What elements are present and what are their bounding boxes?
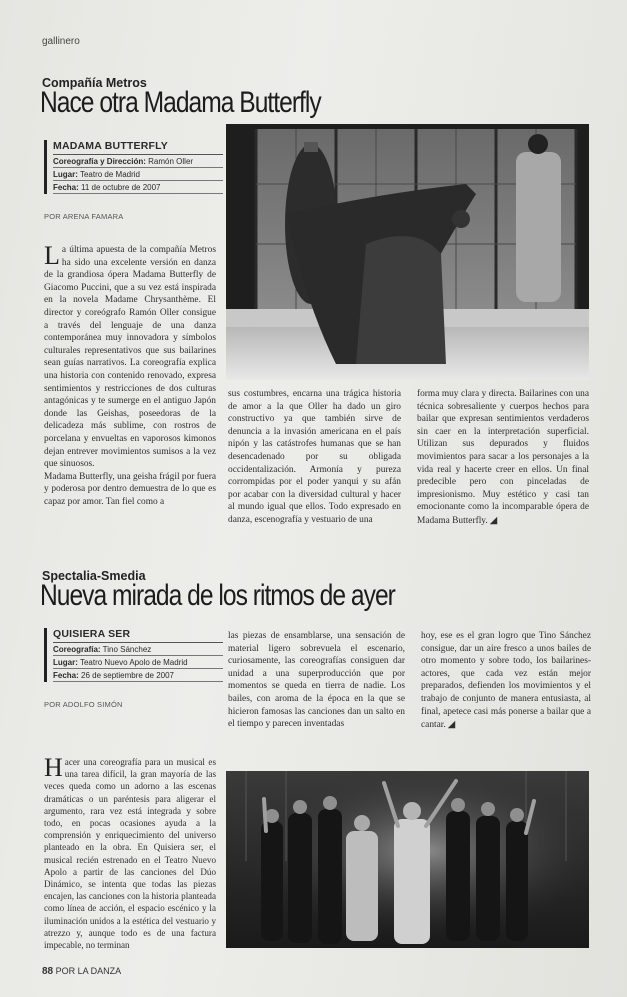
article2-choreo-row: Coreografía: Tino Sánchez xyxy=(53,643,223,656)
article1-byline: POR ARENA FAMARA xyxy=(44,212,124,221)
article2-column-3 xyxy=(421,630,591,766)
article1-date-row: Fecha: 11 de octubre de 2007 xyxy=(53,181,223,194)
article2-info-box xyxy=(44,628,223,682)
article2-show-name: QUISIERA SER xyxy=(53,628,223,643)
article1-column-1 xyxy=(44,241,216,508)
page-number: 88 xyxy=(42,966,54,977)
article1-kicker: Compañía Metros xyxy=(42,76,147,90)
article1-column-2: sus costumbres, encarna una trágica historia de amor a la que Oller ha dado un giro constructivo ya que también sirve de denuncia a la invasión americana en el país nipón y las catástrofes humanas que se han desencadenado por su obligada occidentalización. Armonía y pureza corrompidas por el poder yanqui y su afán por acabar con la diversidad cultural y hacer al mundo igual que ellos. Todo expresado en danza, escenografía y vestuario de una xyxy=(228,389,401,525)
article2-col1-text: acer una coreografía para un musical es una tarea difícil, la gran mayoría de las veces queda como un adorno a las escenas dramáticas o un paréntesis para aligerar el argumento, rara vez está integrada y sobre todo, en pocas ocasiones ayuda a la comprensión y enriquecimiento del universo planteado en la obra. En Quisiera ser, el musical recién estrenado en el Teatro Nuevo Apolo a partir de las canciones del Dúo Dinámico, se intenta que todas las piezas encajen, las canciones con la historia planteada como línea de acción, el espacio escénico y la iluminación unidos a la estética del vestuario y atrezzo y, aunque todo es de una factura impecable, no terminan xyxy=(44,757,216,951)
article1-show-name: MADAMA BUTTERFLY xyxy=(53,140,223,155)
article1-col1-text: a última apuesta de la compañía Metros ha sido una excelente versión en danza de la grandiosa ópera Madama Butterfly de Giacomo Puccini, que a su vez está inspirada en la novela Madame Chrysanthème. El director y coreógrafo Ramón Oller consigue a través del lenguaje de una danza contemporánea muy innovadora y símbolos culturales representativos que sus bailarines sean guías narrativos. La coreografía explica una historia con contenido renovado, expresa sentimientos y restricciones de dos culturas antagónicas y te sumerge en el antiguo Japón donde las Geishas, poseedoras de la delicadeza más sublime, con rostros de porcelana y envueltas en vaporosos kimonos dejan entrever movimientos sumisos a la vez que sinuosos. xyxy=(44,245,216,470)
end-mark-icon: ◢ xyxy=(490,514,497,525)
article1-title: Nace otra Madama Butterfly xyxy=(40,86,321,119)
article2-kicker: Spectalia-Smedia xyxy=(42,569,146,583)
page-footer xyxy=(42,966,121,977)
article1-dropcap: L xyxy=(44,241,60,270)
stage-photo-illustration xyxy=(226,771,589,948)
article2-column-1 xyxy=(44,753,216,956)
stage-photo-illustration xyxy=(226,124,589,380)
article2-col3-text: hoy, ese es el gran logro que Tino Sánchez consigue, dar un aire fresco a unos bailes de otro momento y sobre todo, los bailarines-actores, que cada vez están mejor preparados, defienden los movimientos y el trabajo de conjunto de manera entusiasta, al final, apetece casi más ponerse a bailar que a cantar. xyxy=(421,631,591,731)
article2-stage-photo xyxy=(226,771,589,948)
magazine-name: POR LA DANZA xyxy=(55,966,122,976)
article2-date-row: Fecha: 26 de septiembre de 2007 xyxy=(53,669,223,682)
article1-info-box xyxy=(44,140,223,194)
article1-col3-text: forma muy clara y directa. Bailarines con una técnica sobresaliente y cuerpos hechos para bailar que expresan sentimientos verdaderos sin caer en la interpretación superficial. Utilizan sus depurados y fluidos movimientos para sacar a los personajes a la vida real y hacerte creer en ellos. Un final predecible pero con pinceladas de impresionismo. Muy estético y casi tan emocionante como la incomparable ópera de Madama Butterfly. xyxy=(417,389,589,526)
article1-column-3 xyxy=(417,388,589,540)
article2-dropcap: H xyxy=(44,753,63,782)
article2-title: Nueva mirada de los ritmos de ayer xyxy=(40,579,395,612)
article1-place-row: Lugar: Teatro de Madrid xyxy=(53,168,223,181)
article1-col1b-text: Madama Butterfly, una geisha frágil por fuera y poderosa por dentro demuestra de lo que es capaz por amor. Tan fiel como a xyxy=(44,471,216,507)
article2-byline: POR ADOLFO SIMÓN xyxy=(44,700,123,709)
article2-place-row: Lugar: Teatro Nuevo Apolo de Madrid xyxy=(53,656,223,669)
article2-column-2: las piezas de ensamblarse, una sensación de material ligero sobrevuela el escenario, curiosamente, las coreografías consiguen dar unidad a una superproducción que por momentos se queda en tierra de nadie. Los bailes, con aroma de la época en la que se hicieron famosas las canciones dan un salto en el tiempo y parecen inventadas xyxy=(228,631,405,730)
section-label: gallinero xyxy=(42,36,80,47)
article1-stage-photo xyxy=(226,124,589,380)
end-mark-icon: ◢ xyxy=(448,719,455,730)
article1-choreo-row: Coreografía y Dirección: Ramón Oller xyxy=(53,155,223,168)
